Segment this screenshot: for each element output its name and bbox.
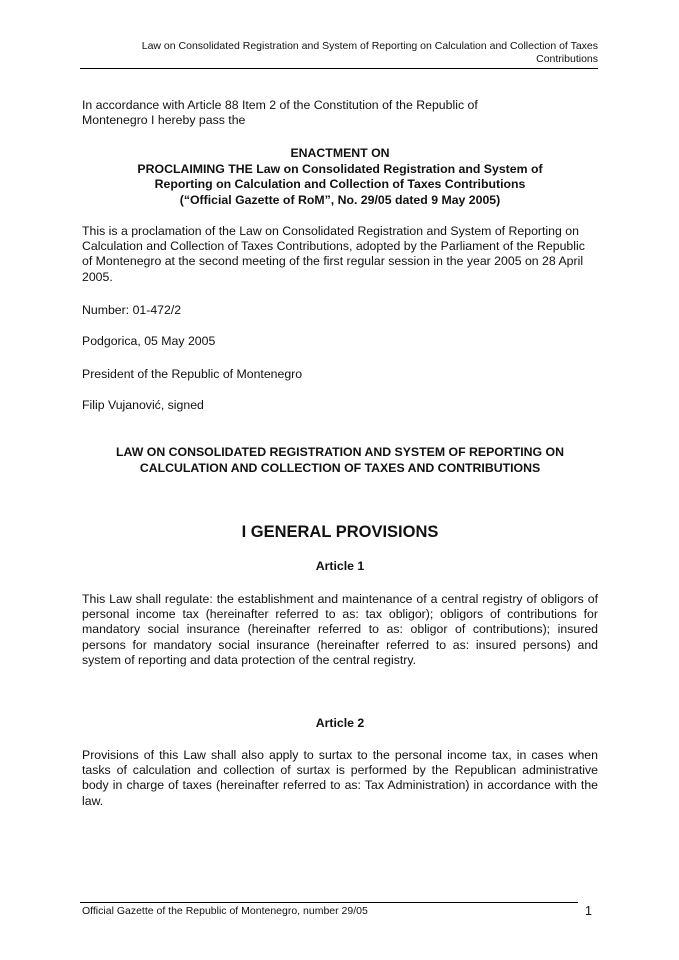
header-rule (80, 68, 598, 69)
page-number: 1 (585, 904, 592, 918)
place-and-date: Podgorica, 05 May 2005 (82, 334, 216, 348)
article-1-heading: Article 1 (315, 559, 365, 573)
intro-paragraph: In accordance with Article 88 Item 2 of the Constitution of the Republic of Montenegro I hereby pass the (82, 98, 478, 128)
document-number: Number: 01-472/2 (82, 303, 182, 317)
article-2-text: Provisions of this Law shall also apply to surtax to the personal income tax, in cases when tasks of calculation and collection of surtax is performed by the Republican administrative body in charge of taxes (hereinafter referred to as: Tax Administration) in accordance with the law. (82, 748, 598, 808)
enactment-line-3: Reporting on Calculation and Collection of Taxes Contributions (154, 177, 526, 191)
enactment-title (82, 146, 598, 208)
law-title-line-2: CALCULATION AND COLLECTION OF TAXES AND CONTRIBUTIONS (139, 461, 541, 475)
article-2-heading: Article 2 (315, 716, 365, 730)
running-footer: Official Gazette of the Republic of Montenegro, number 29/05 (82, 905, 368, 917)
enactment-line-2: PROCLAIMING THE Law on Consolidated Registration and System of (137, 161, 543, 176)
enactment-line-1: ENACTMENT ON (290, 146, 390, 160)
enactment-line-4: (“Official Gazette of RoM”, No. 29/05 dated 9 May 2005) (179, 192, 501, 207)
proclamation-paragraph: This is a proclamation of the Law on Consolidated Registration and System of Reporting on Calculation and Collection of Taxes Contributions, adopted by the Parliament of the Republic of Montenegro at the second meeting of the first regular session in the year 2005 on 28 April 2005. (82, 224, 585, 284)
header-line-2: Contributions (536, 53, 598, 65)
article-1-text: This Law shall regulate: the establishment and maintenance of a central registry of obligors of personal income tax (hereinafter referred to as: tax obligor); obligors of contributions for mandatory social insurance (hereinafter referred to as: obligor of contributions); insured persons for mandatory social insurance (hereinafter referred to as: insured persons) and system of reporting and data protection of the central registry. (82, 592, 598, 667)
section-heading: I GENERAL PROVISIONS (241, 523, 439, 541)
law-title-line-1: LAW ON CONSOLIDATED REGISTRATION AND SYSTEM OF REPORTING ON (116, 445, 564, 459)
signature: Filip Vujanović, signed (82, 398, 204, 412)
running-header (80, 40, 598, 66)
header-line-1: Law on Consolidated Registration and System of Reporting on Calculation and Collection of Taxes (141, 40, 598, 52)
footer-rule (80, 902, 578, 903)
law-title (82, 444, 598, 476)
president-title: President of the Republic of Montenegro (82, 367, 303, 381)
